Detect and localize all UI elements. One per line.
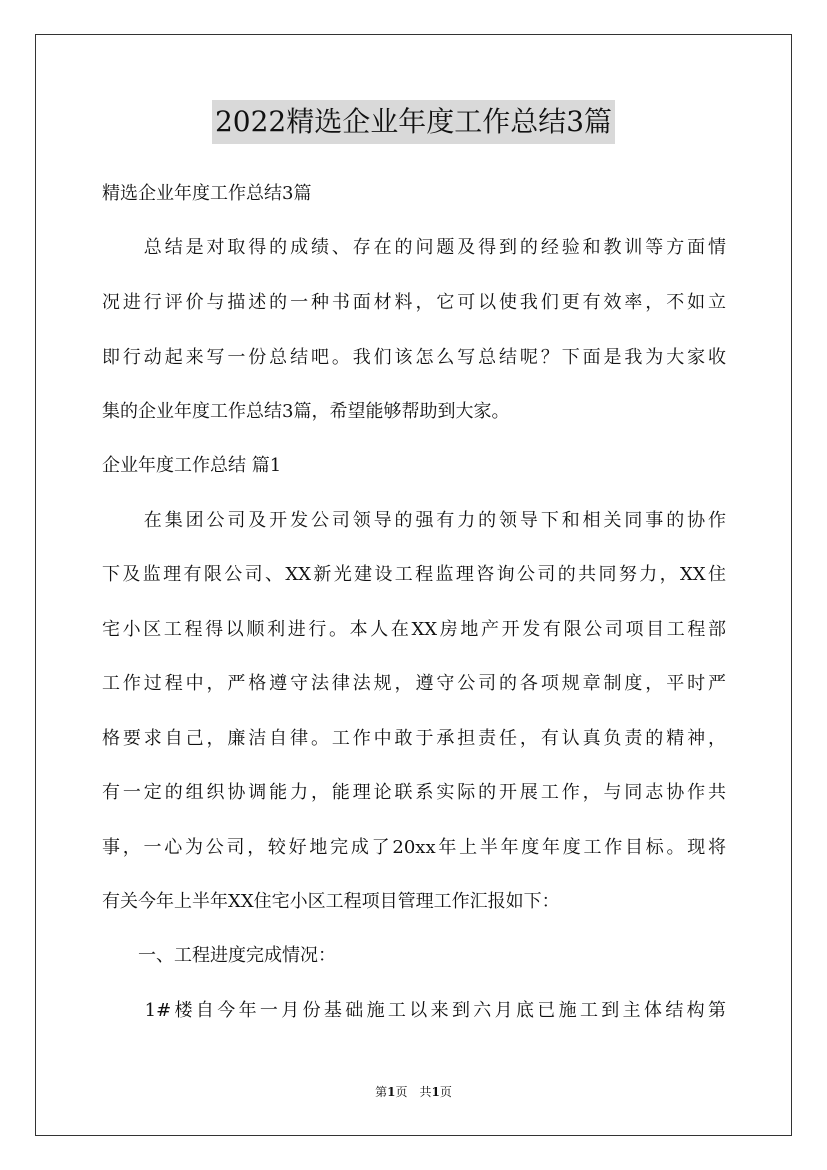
intro-line: 况进行评价与描述的一种书面材料，它可以使我们更有效率，不如立 bbox=[102, 292, 726, 313]
footer-mid: 页 共 bbox=[395, 1085, 432, 1099]
body-line: 工作过程中，严格遵守法律法规，遵守公司的各项规章制度，平时严 bbox=[102, 673, 726, 694]
body-line: 1#楼自今年一月份基础施工以来到六月底已施工到主体结构第 bbox=[102, 1000, 726, 1021]
document-title: 2022精选企业年度工作总结3篇 bbox=[212, 100, 615, 144]
intro-line: 集的企业年度工作总结3篇，希望能够帮助到大家。 bbox=[102, 401, 510, 422]
body-line: 宅小区工程得以顺利进行。本人在XX房地产开发有限公司项目工程部 bbox=[102, 619, 726, 640]
section-heading: 企业年度工作总结 篇1 bbox=[102, 455, 282, 476]
body-line: 有一定的组织协调能力，能理论联系实际的开展工作，与同志协作共 bbox=[102, 782, 726, 803]
intro-line: 即行动起来写一份总结吧。我们该怎么写总结呢？下面是我为大家收 bbox=[102, 347, 726, 368]
section-subheading: 一、工程进度完成情况： bbox=[102, 945, 336, 966]
body-line: 有关今年上半年XX住宅小区工程项目管理工作汇报如下： bbox=[102, 891, 560, 912]
footer-page-number: 1 bbox=[387, 1085, 396, 1099]
body-line: 在集团公司及开发公司领导的强有力的领导下和相关同事的协作 bbox=[102, 510, 726, 531]
footer-prefix: 第 bbox=[375, 1085, 388, 1099]
footer-page-total: 1 bbox=[431, 1085, 440, 1099]
page-footer bbox=[0, 1083, 827, 1100]
footer-suffix: 页 bbox=[439, 1085, 452, 1099]
document-subtitle: 精选企业年度工作总结3篇 bbox=[102, 183, 312, 204]
body-line: 事，一心为公司，较好地完成了20xx年上半年度年度工作目标。现将 bbox=[102, 837, 726, 858]
title-container bbox=[0, 100, 827, 144]
intro-line: 总结是对取得的成绩、存在的问题及得到的经验和教训等方面情 bbox=[102, 237, 726, 258]
body-line: 格要求自己，廉洁自律。工作中敢于承担责任，有认真负责的精神， bbox=[102, 728, 726, 749]
body-line: 下及监理有限公司、XX新光建设工程监理咨询公司的共同努力，XX住 bbox=[102, 564, 726, 585]
